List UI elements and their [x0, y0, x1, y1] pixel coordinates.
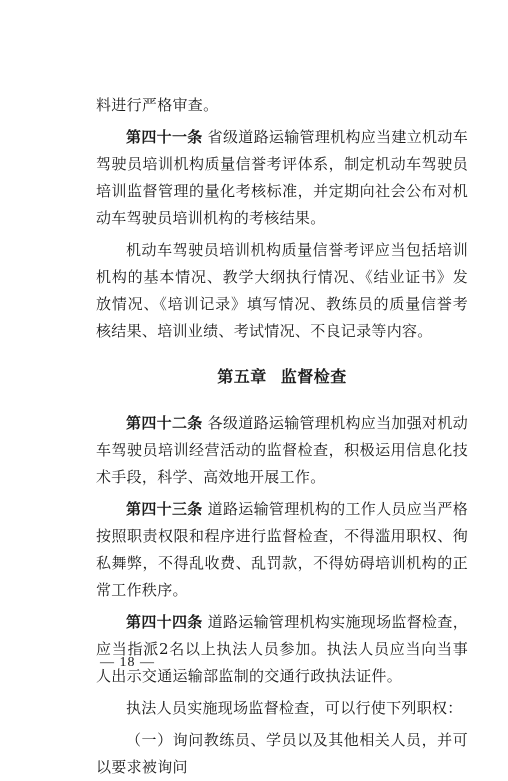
article-number: 第四十一条: [126, 128, 203, 146]
paragraph-text: 料进行严格审查。: [96, 96, 219, 114]
paragraph-text: 各级道路运输管理机构应当加强对机动车驾驶员培训经营活动的监督检查，积极运用信息化技术手段，科学、高效地开展工作。: [96, 414, 468, 486]
paragraph-powers: [96, 695, 468, 722]
chapter-title: 监督检查: [280, 367, 347, 386]
article-44: [96, 609, 468, 690]
chapter-heading: [96, 363, 468, 390]
paragraph-item-1: [96, 727, 468, 781]
paragraph-1: [96, 92, 468, 119]
page-content: [96, 92, 468, 781]
paragraph-text: 省级道路运输管理机构应当建立机动车驾驶员培训机构质量信誉考评体系，制定机动车驾驶员培训监督管理的量化考核标准，并定期向社会公布对机动车驾驶员培训机构的考核结果。: [96, 128, 468, 227]
article-number: 第四十三条: [126, 500, 203, 518]
paragraph-text: （一）询问教练员、学员以及其他相关人员，并可以要求被询问: [96, 731, 468, 776]
chapter-number: 第五章: [217, 367, 267, 386]
page-number: — 18 —: [100, 655, 155, 670]
article-41: [96, 124, 468, 232]
paragraph-text: 机动车驾驶员培训机构质量信誉考评应当包括培训机构的基本情况、教学大纲执行情况、《结业证书》发放情况、《培训记录》填写情况、教练员的质量信誉考核结果、培训业绩、考试情况、不良记录等内容。: [96, 241, 468, 340]
paragraph-3: [96, 237, 468, 345]
paragraph-text: 执法人员实施现场监督检查，可以行使下列职权：: [126, 699, 463, 717]
article-number: 第四十二条: [126, 414, 203, 432]
paragraph-text: 道路运输管理机构实施现场监督检查，应当指派2名以上执法人员参加。执法人员应当向当事人出示交通运输部监制的交通行政执法证件。: [96, 613, 468, 685]
article-43: [96, 496, 468, 604]
paragraph-text: 道路运输管理机构的工作人员应当严格按照职责权限和程序进行监督检查，不得滥用职权、徇私舞弊，不得乱收费、乱罚款，不得妨碍培训机构的正常工作秩序。: [96, 500, 468, 599]
article-42: [96, 410, 468, 491]
article-number: 第四十四条: [126, 613, 203, 631]
